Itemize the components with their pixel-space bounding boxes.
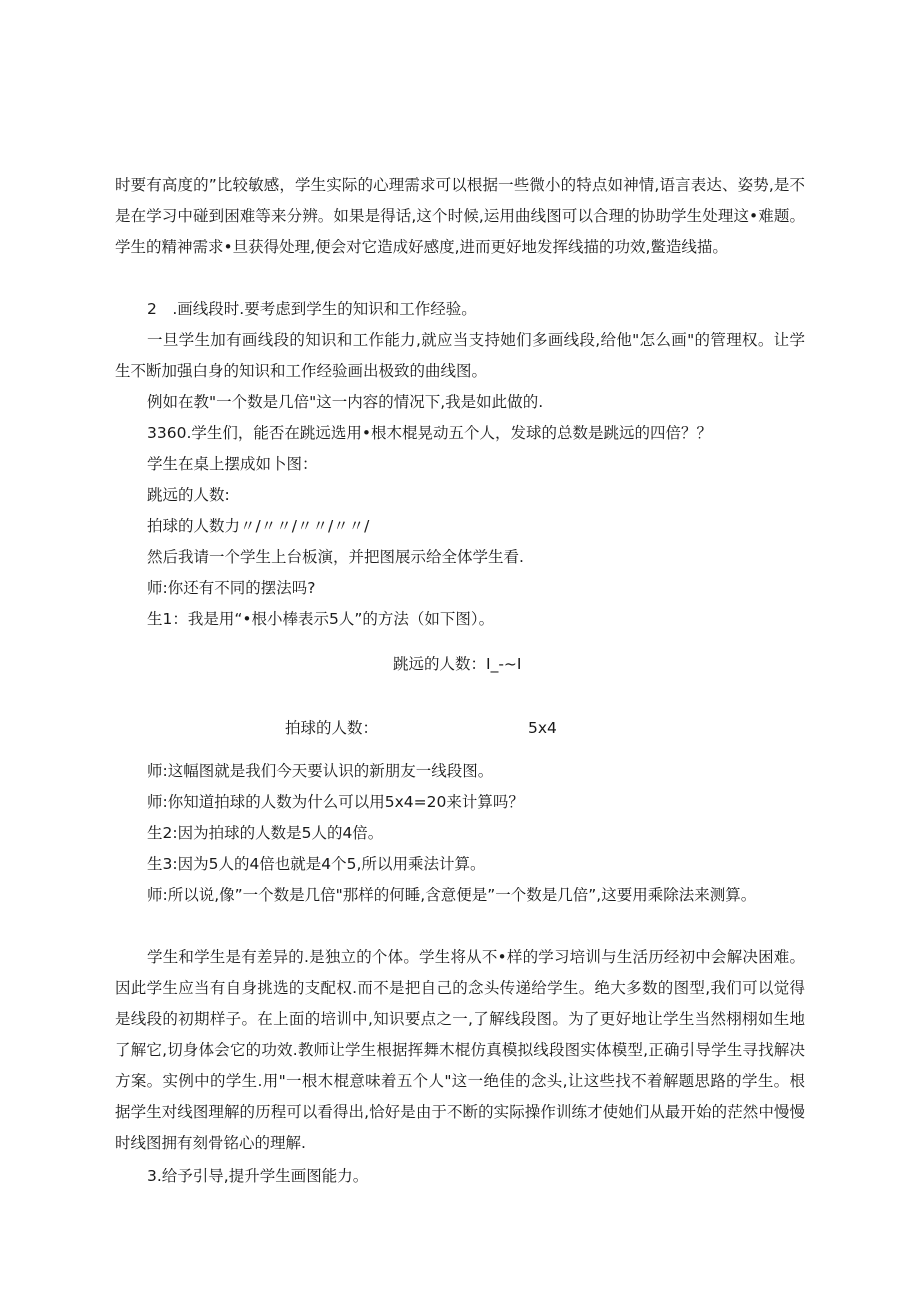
paragraph-line-segment-intro: 师:这幅图就是我们今天要认识的新朋友一线段图。	[147, 762, 494, 780]
paragraph-desk-arrangement: 学生在桌上摆成如卜图：	[147, 455, 318, 473]
paragraph-question: 3360.学生们，能否在跳远选用•根木棍晃动五个人，发球的总数是跳远的四倍？？	[147, 424, 713, 442]
paragraph-student2: 生2:因为拍球的人数是5人的4倍。	[147, 824, 384, 842]
heading-item-2: 2 .画线段时.要考虑到学生的知识和工作经验。	[147, 300, 477, 318]
paragraph-example-intro: 例如在教"一个数是几倍"这一内容的情况下,我是如此做的.	[147, 393, 544, 411]
paragraph-student1: 生1：我是用“•根小棒表示5人”的方法（如下图）。	[147, 610, 495, 628]
paragraph-student3: 生3:因为5人的4倍也就是4个5,所以用乘法计算。	[147, 855, 486, 873]
paragraph-support-drawing: 一旦学生加有画线段的知识和工作能力,就应当支持她们多画线段,给他"怎么画"的管理权。让学生不断加强白身的知识和工作经验画出极致的曲线图。	[115, 331, 805, 380]
paragraph-ball-count: 拍球的人数力〃/〃〃/〃〃/〃〃/	[147, 517, 370, 535]
paragraph-teacher-summary: 师:所以说,像”一个数是几倍"那样的何睡,含意便是”一个数是几倍”,这要用乘除法来测算。	[147, 886, 757, 904]
paragraph-sensitivity: 时要有高度的”比较敏感，学生实际的心理需求可以根据一些微小的特点如神情,语言表达、姿势,是不是在学习中碰到困难等来分辨。如果是得话,这个时候,运用曲线图可以合理的协助学生处理这•难题。学生的精神需求•旦获得处理,便会对它造成好感度,进而更好地发挥线描的功效,鳖造线描。	[115, 176, 805, 256]
paragraph-differences: 学生和学生是有差异的.是独立的个体。学生将从不•样的学习培训与生活历经初中会解决困难。因此学生应当有自身挑选的支配权.而不是把自己的念头传递给学生。绝大多数的图型,我们可以觉得是线段的初期样子。在上面的培训中,知识要点之一,了解线段图。为了更好地让学生当然栩栩如生地了解它,切身体会它的功效.教师让学生根据挥舞木棍仿真模拟线段图实体模型,正确引导学生寻找解决方案。实例中的学生.用"一根木棍意味着五个人"这一绝佳的念头,让这些找不着解题思路的学生。根据学生对线图理解的历程可以看得出,恰好是由于不断的实际操作训练才使她们从最开始的茫然中慢慢时线图拥有刻骨铭心的理解.	[115, 948, 805, 1152]
paragraph-teacher-question: 师:你还有不同的摆法吗?	[147, 579, 316, 597]
diagram-jump-label: 跳远的人数：I_-~I	[393, 655, 522, 673]
paragraph-jump-count: 跳远的人数:	[147, 486, 230, 504]
paragraph-teacher-why: 师:你知道拍球的人数为什么可以用5x4=20来计算吗？	[147, 793, 524, 811]
paragraph-board-demo: 然后我请一个学生上台板演，并把图展示给全体学生看.	[147, 548, 524, 566]
diagram-ball-label: 拍球的人数：	[285, 719, 379, 737]
heading-item-3: 3.给予引导,提升学生画图能力。	[147, 1167, 369, 1185]
diagram-ball-value: 5x4	[528, 719, 557, 737]
